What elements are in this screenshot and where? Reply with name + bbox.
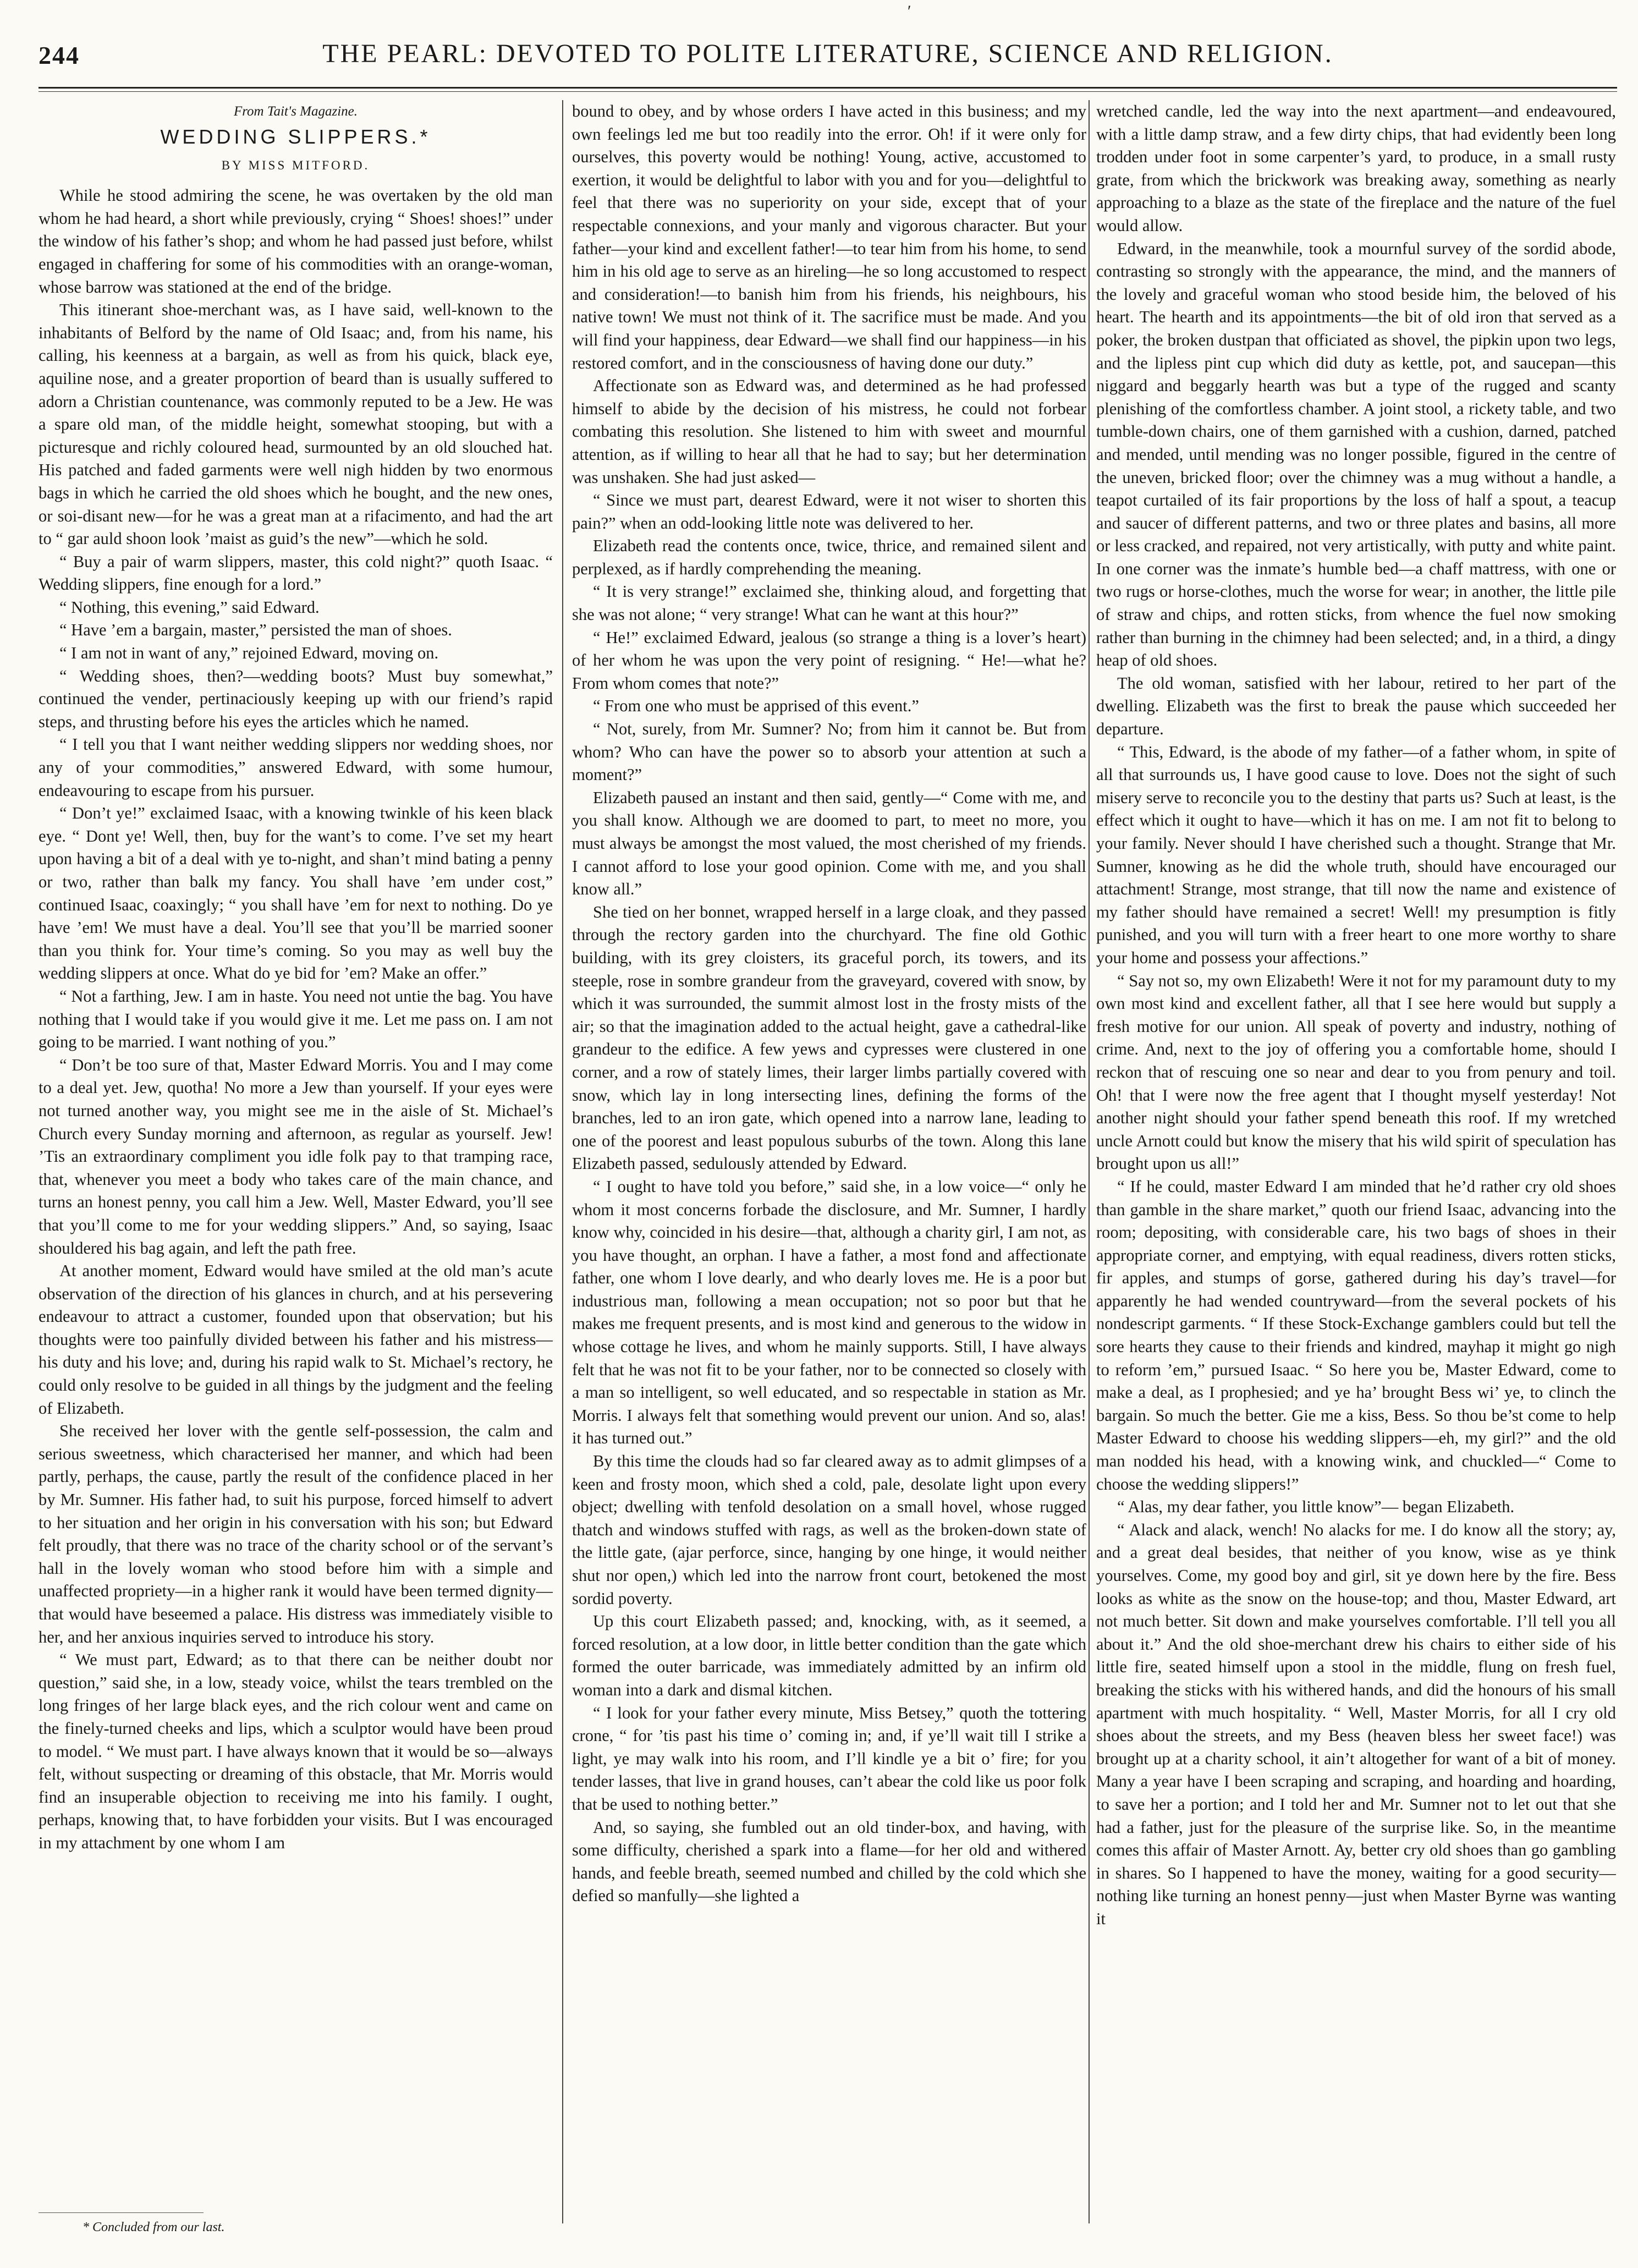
paragraph: “ Don’t be too sure of that, Master Edward Morris. You and I may come to a deal yet. Jew, quotha! No more a Jew than yourself. If your eyes were not turned another way, you might see me in the aisle of St. Michael’s Church every Sunday morning and afternoon, as regular as yourself. Jew! ’Tis an extraordinary compliment you idle folk pay to that tramping race, that, whenever you meet a body who takes care of the main chance, and turns an honest penny, you call him a Jew. Well, Master Edward, you’ll see that you’ll come to me for your wedding slippers.” And, so saying, Isaac shouldered his bag again, and left the path free. bbox=[39, 1055, 553, 1257]
paragraph: “ Don’t ye!” exclaimed Isaac, with a knowing twinkle of his keen black eye. “ Dont ye! Well, then, buy for the want’s to come. I’ve set my heart upon having a bit of a deal with ye to-night, and shan’t mind bating a penny or two, rather than balk my fancy. You shall have ’em under cost,” continued Isaac, coaxingly; “ you shall have ’em for next to nothing. Do ye have ’em! We must have a deal. You’ll see that you’ll be married sooner than you think for. Your time’s coming. So you may as well buy the wedding slippers at once. What do ye bid for ’em? Make an offer.” bbox=[39, 804, 553, 983]
running-title: THE PEARL: DEVOTED TO POLITE LITERATURE, SCIENCE AND RELIGION. bbox=[322, 39, 1333, 68]
paragraph: The old woman, satisfied with her labour, retired to her part of the dwelling. Elizabeth was the first to break the pause which succeeded her departure. bbox=[1096, 673, 1616, 739]
paragraph: “ I ought to have told you before,” said she, in a low voice—“ only he whom it most concerns forbade the disclosure, and Mr. Sumner, I hardly know why, coincided in his desire—that, although a charity girl, I am not, as you have thought, an orphan. I have a father, a most fond and affectionate father, one whom I love dearly, and who dearly loves me. He is a poor but industrious man, following a mean occupation; not so poor but that he makes me frequent presents, and is most kind and generous to the widow in whose cottage he lives, and whom he mainly supports. Still, I have always felt that he was not fit to be your father, nor to be connected so closely with a man so intelligent, so well educated, and so respectable in station as Mr. Morris. I always felt that something would prevent our union. And so, alas! it has turned out.” bbox=[572, 1177, 1086, 1448]
paragraph: And, so saying, she fumbled out an old tinder-box, and having, with some difficulty, cherished a spark into a flame—for her old and withered hands, and feeble breath, seemed numbed and chilled by the cold which she defied so manfully—she lighted a bbox=[572, 1817, 1086, 1905]
paragraph: Elizabeth paused an instant and then said, gently—“ Come with me, and you shall know. Although we are doomed to part, to meet no more, you must always be amongst the most valued, the most cherished of my friends. I cannot afford to lose your good opinion. Come with me, and you shall know all.” bbox=[572, 788, 1086, 899]
paragraph: “ From one who must be apprised of this event.” bbox=[593, 696, 919, 716]
article-title: WEDDING SLIPPERS.* bbox=[160, 125, 431, 148]
paragraph: By this time the clouds had so far cleared away as to admit glimpses of a keen and frosty moon, which shed a cold, pale, desolate light upon every object; dwelling with tenfold desolation on a small hovel, whose rugged thatch and windows stuffed with rags, as well as the broken-down state of the little gate, (ajar perforce, since, hanging by one hinge, it would neither shut nor open,) which led into the narrow front court, betokened the most sordid poverty. bbox=[572, 1452, 1086, 1608]
paragraph: “ If he could, master Edward I am minded that he’d rather cry old shoes than gamble in the share market,” quoth our friend Isaac, advancing into the room; depositing, with considerable care, his two bags of shoes in their appropriate corner, and emptying, with equal readiness, divers rotten sticks, fir apples, and stumps of gorse, gathered during his day’s travel—for apparently he had wended countryward—from the several pockets of his nondescript garments. “ If these Stock-Exchange gamblers could but tell the sore hearts they cause to their friends and kindred, mayhap it might go nigh to reform ’em,” pursued Isaac. “ So here you be, Master Edward, come to make a deal, as I prophesied; and ye ha’ brought Bess wi’ ye, to clinch the bargain. So much the better. Gie me a kiss, Bess. So thou be’st come to help Master Edward to choose his wedding slippers—eh, my girl?” and the old man nodded his head, with a knowing wink, and chuckled—“ Come to choose the wedding slippers!” bbox=[1096, 1177, 1616, 1493]
paragraph: “ Not, surely, from Mr. Sumner? No; from him it cannot be. But from whom? Who can have the power so to absorb your attention at such a moment?” bbox=[572, 720, 1086, 784]
paragraph: “ Say not so, my own Elizabeth! Were it not for my paramount duty to my own most kind and excellent father, all that I see here would but supply a fresh motive for our union. All speak of poverty and industry, nothing of crime. And, next to the joy of offering you a comfortable home, should I reckon that of rescuing one so near and dear to you from penury and toil. Oh! that I were now the free agent that I thought myself yesterday! Not another night should your father spend beneath this roof. If my wretched uncle Arnott could but know the misery that his wild spirit of speculation has brought upon us all!” bbox=[1096, 971, 1616, 1173]
paragraph: “ I look for your father every minute, Miss Betsey,” quoth the tottering crone, “ for ’tis past his time o’ coming in; and, if ye’ll wait till I strike a light, ye may walk into his room, and I’ll kindle ye a bit o’ fire; for you tender lasses, that live in grand houses, can’t abear the cold like us poor folk that be used to nothing better.” bbox=[572, 1703, 1086, 1814]
paragraph: “ It is very strange!” exclaimed she, thinking aloud, and forgetting that she was not alone; “ very strange! What can he want at this hour?” bbox=[572, 582, 1086, 624]
stray-ink-mark: ′ bbox=[908, 2, 911, 20]
paragraph: Up this court Elizabeth passed; and, knocking, with, as it seemed, a forced resolution, at a low door, in little better condition than the gate which formed the outer barricade, was immediately admitted by an infirm old woman into a dark and dismal kitchen. bbox=[572, 1612, 1086, 1699]
column-2 bbox=[572, 100, 1086, 2207]
column-divider bbox=[562, 100, 563, 2223]
footnote-rule bbox=[39, 2212, 204, 2213]
paragraph: “ I am not in want of any,” rejoined Edward, moving on. bbox=[59, 644, 439, 663]
paragraph: wretched candle, led the way into the next apartment—and endeavoured, with a little damp straw, and a few dirty chips, that had evidently been long trodden under foot in some carpenter’s yard, to produce, in a small rusty grate, from which the brickwork was breaking away, something as nearly approaching to a blaze as the state of the fireplace and the nature of the fuel would allow. bbox=[1096, 102, 1616, 235]
header-rule bbox=[39, 87, 1617, 89]
paragraph: “ Have ’em a bargain, master,” persisted the man of shoes. bbox=[59, 620, 452, 640]
paragraph: “ Alack and alack, wench! No alacks for me. I do know all the story; ay, and a great deal besides, that neither of you know, wise as ye think yourselves. Come, my good boy and girl, sit ye down here by the fire. Bess looks as white as the snow on the house-top; and thou, Master Edward, art not much better. Sit down and make yourselves comfortable. I’ll tell you all about it.” And the old shoe-merchant drew his chairs to either side of his little fire, seated himself upon a stool in the middle, flung on fresh fuel, breaking the sticks with his withered hands, and did the honours of his small apartment with much hospitality. “ Well, Master Morris, for all I cry old shoes about the streets, and my Bess (heaven bless her sweet face!) was brought up at a charity school, it ain’t altogether for want of a bit of money. Many a year have I been scraping and scraping, and hoarding and hoarding, to save her a portion; and I told her and Mr. Sumner not to let out that she had a father, just for the pleasure of the surprise like. So, in the meantime comes this affair of Master Arnott. Ay, better cry old shoes than go gambling in shares. So I happened to have the money, waiting for a good security—nothing like turning an honest penny—just when Master Byrne was wanting it bbox=[1096, 1520, 1616, 1928]
paragraph: “ Since we must part, dearest Edward, were it not wiser to shorten this pain?” when an odd-looking little note was delivered to her. bbox=[572, 491, 1086, 532]
paragraph: “ Not a farthing, Jew. I am in haste. You need not untie the bag. You have nothing that I would take if you would give it me. Let me pass on. I am not going to be married. I want nothing of you.” bbox=[39, 986, 553, 1052]
footnote: * Concluded from our last. bbox=[83, 2220, 225, 2234]
paragraph: “ This, Edward, is the abode of my father—of a father whom, in spite of all that surrounds us, I have good cause to love. Does not the sight of such misery serve to reconcile you to the destiny that parts us? Such at least, is the effect which it ought to have—which it has on me. I am not fit to belong to your family. Never should I have cherished such a thought. Strange that Mr. Sumner, knowing as he did the whole truth, should have encouraged our attachment! Strange, most strange, that till now the name and existence of my father should have remained a secret! Well! my presumption is fitly punished, and you will turn with a freer heart to one more worthy to share your home and possess your affections.” bbox=[1096, 742, 1616, 967]
header-rule-thin bbox=[39, 91, 1617, 92]
paragraph: “ Alas, my dear father, you little know”— began Elizabeth. bbox=[1117, 1497, 1515, 1517]
page-header bbox=[39, 34, 1617, 84]
column-3-text bbox=[1096, 100, 1616, 1931]
paragraph: She received her lover with the gentle self-possession, the calm and serious sweetness, which characterised her manner, and which had been partly, perhaps, the cause, partly the result of the confidence placed in her by Mr. Sumner. His father had, to suit his purpose, forced himself to advert to her situation and her origin in his conversation with his son; but Edward felt proudly, that there was no trace of the charity school or of the servant’s hall in the lovely woman who stood before him with a simple and unaffected propriety—in a higher rank it would have been termed dignity—that would have beseemed a palace. His distress was immediately visible to her, and her anxious inquiries served to introduce his story. bbox=[39, 1421, 553, 1646]
article-source: From Tait's Magazine. bbox=[233, 104, 358, 119]
page-number: 244 bbox=[39, 41, 80, 69]
paragraph: “ I tell you that I want neither wedding slippers nor wedding shoes, nor any of your commodities,” answered Edward, with some humour, endeavouring to escape from his pursuer. bbox=[39, 735, 553, 800]
paragraph: At another moment, Edward would have smiled at the old man’s acute observation of the direction of his glances in church, and at his persevering endeavour to attract a customer, founded upon that observation; but his thoughts were too painfully divided between his father and his mistress—his duty and his love; and, during his rapid walk to St. Michael’s rectory, he could only resolve to be guided in all things by the judgment and the feeling of Elizabeth. bbox=[39, 1261, 553, 1418]
paragraph: Elizabeth read the contents once, twice, thrice, and remained silent and perplexed, as if hardly comprehending the meaning. bbox=[572, 536, 1086, 578]
paragraph: “ Nothing, this evening,” said Edward. bbox=[59, 597, 320, 617]
article-byline: BY MISS MITFORD. bbox=[221, 158, 370, 172]
paragraph: “ Buy a pair of warm slippers, master, this cold night?” quoth Isaac. “ Wedding slippers, fine enough for a lord.” bbox=[39, 552, 553, 594]
column-divider bbox=[1089, 100, 1090, 2223]
column-1-text bbox=[39, 184, 553, 1854]
paragraph: While he stood admiring the scene, he was overtaken by the old man whom he had heard, a short while previously, crying “ Shoes! shoes!” under the window of his father’s shop; and whom he had passed just before, whilst engaged in chaffering for some of his commodities with an orange-woman, whose barrow was stationed at the end of the bridge. bbox=[39, 186, 553, 296]
paragraph: “ We must part, Edward; as to that there can be neither doubt nor question,” said she, in a low, steady voice, whilst the tears trembled on the long fringes of her large black eyes, and the rich colour went and came on the finely-turned cheeks and lips, which a sculptor would have been proud to model. “ We must part. I have always known that it would be so—always felt, without suspecting or dreaming of this obstacle, that Mr. Morris would find an insuperable objection to receiving me into his family. I ought, perhaps, knowing that, to have forbidden your visits. But I was encouraged in my attachment by one whom I am bbox=[39, 1650, 553, 1852]
paragraph: This itinerant shoe-merchant was, as I have said, well-known to the inhabitants of Belford by the name of Old Isaac; and, from his name, his calling, his keenness at a bargain, as well as from his quick, black eye, aquiline nose, and a greater proportion of beard than is usually suffered to adorn a Christian countenance, was commonly reputed to be a Jew. He was a spare old man, of the middle height, somewhat stooping, but with a picturesque and richly coloured head, surmounted by an old slouched hat. His patched and faded garments were well nigh hidden by two enormous bags in which he carried the old shoes which he bought, and the new ones, or soi-disant new—for he was a great man at a rifacimento, and had the art to “ gar auld shoon look ’maist as guid’s the new”—which he sold. bbox=[39, 300, 553, 548]
column-3 bbox=[1096, 100, 1616, 2207]
paragraph: Edward, in the meanwhile, took a mournful survey of the sordid abode, contrasting so strongly with the appearance, the mind, and the manners of the lovely and graceful woman who stood beside him, the beloved of his heart. The hearth and its appointments—the bit of old iron that served as a poker, the broken dustpan that officiated as shovel, the pipkin upon two legs, and the lipless pint cup which did duty as kettle, pot, and saucepan—this niggard and beggarly hearth was but a type of the rugged and scanty plenishing of the comfortless chamber. A joint stool, a rickety table, and two tumble-down chairs, one of them garnished with a cushion, darned, patched and mended, until mending was no longer possible, figured in the centre of the uneven, bricked floor; over the chimney was a mug without a handle, a teapot curtailed of its fair proportions by the loss of half a spout, a teacup and saucer of different patterns, and two or three plates and basins, all more or less cracked, and repaired, not very artistically, with putty and white paint. In one corner was the inmate’s humble bed—a chaff mattress, with one or two rugs or horse-clothes, much the worse for wear; in another, the little pile of straw and chips, and rotten sticks, from whence the fuel now smoking rather than burning in the chimney had been selected; and, in a third, a dingy heap of old shoes. bbox=[1096, 239, 1616, 670]
paragraph: bound to obey, and by whose orders I have acted in this business; and my own feelings led me but too readily into the error. Oh! if it were only for ourselves, this poverty would be nothing! Young, active, accustomed to exertion, it would be delightful to labor with you and for you—delightful to feel that there was no superiority on your side, except that of your respectable connexions, and your manly and vigorous character. But your father—your kind and excellent father!—to tear him from his home, to send him in his old age to serve as an hireling—he so long accustomed to respect and consideration!—to banish him from his friends, his neighbours, his native town! We must not think of it. The sacrifice must be made. And you will find your happiness, dear Edward—we shall find our happiness—in his restored comfort, and in the consciousness of having done our duty.” bbox=[572, 102, 1086, 372]
column-1 bbox=[39, 100, 553, 2207]
column-2-text bbox=[572, 100, 1086, 1908]
paragraph: “ Wedding shoes, then?—wedding boots? Must buy somewhat,” continued the vender, pertinaciously keeping up with our friend’s rapid steps, and thrusting before his eyes the articles which he named. bbox=[39, 666, 553, 731]
paragraph: Affectionate son as Edward was, and determined as he had professed himself to abide by the decision of his mistress, he could not forbear combating this resolution. She listened to him with sweet and mournful attention, as if willing to hear all that he had to say; but her determination was unshaken. She had just asked— bbox=[572, 376, 1086, 487]
paragraph: “ He!” exclaimed Edward, jealous (so strange a thing is a lover’s heart) of her whom he was upon the very point of resigning. “ He!—what he? From whom comes that note?” bbox=[572, 628, 1086, 693]
paragraph: She tied on her bonnet, wrapped herself in a large cloak, and they passed through the rectory garden into the churchyard. The fine old Gothic building, with its grey cloisters, its graceful porch, its towers, and its steeple, rose in sombre grandeur from the graveyard, covered with snow, by which it was surrounded, the summit almost lost in the frosty mists of the air; so that the imagination added to the actual height, gave a cathedral-like grandeur to the edifice. A few yews and cypresses were clustered in one corner, and a row of stately limes, their larger limbs partially covered with snow, which lay in long intersecting lines, defining the forms of the branches, led to an iron gate, which opened into a narrow lane, leading to one of the poorest and least populous suburbs of the town. Along this lane Elizabeth passed, sedulously attended by Edward. bbox=[572, 902, 1086, 1173]
